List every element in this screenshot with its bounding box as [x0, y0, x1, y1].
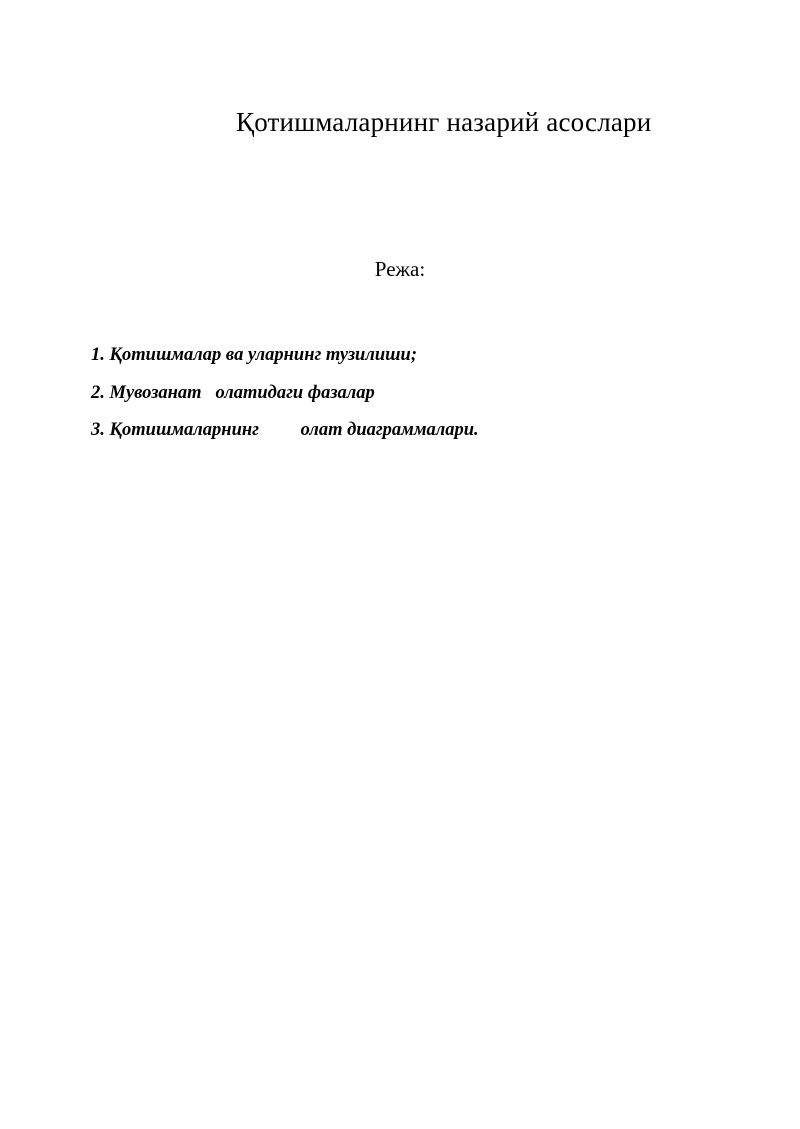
document-title: Қотишмаларнинг назарий асослари: [236, 107, 652, 137]
plan-item-2: 2. Мувозанат олатидаги фазалар: [91, 382, 375, 403]
plan-item-3: 3. Қотишмаларнинг олат диаграммалари.: [91, 420, 479, 440]
plan-list: [91, 337, 479, 450]
plan-heading: Режа:: [374, 257, 426, 281]
plan-item-1: 1. Қотишмалар ва уларнинг тузилиши;: [91, 345, 417, 365]
